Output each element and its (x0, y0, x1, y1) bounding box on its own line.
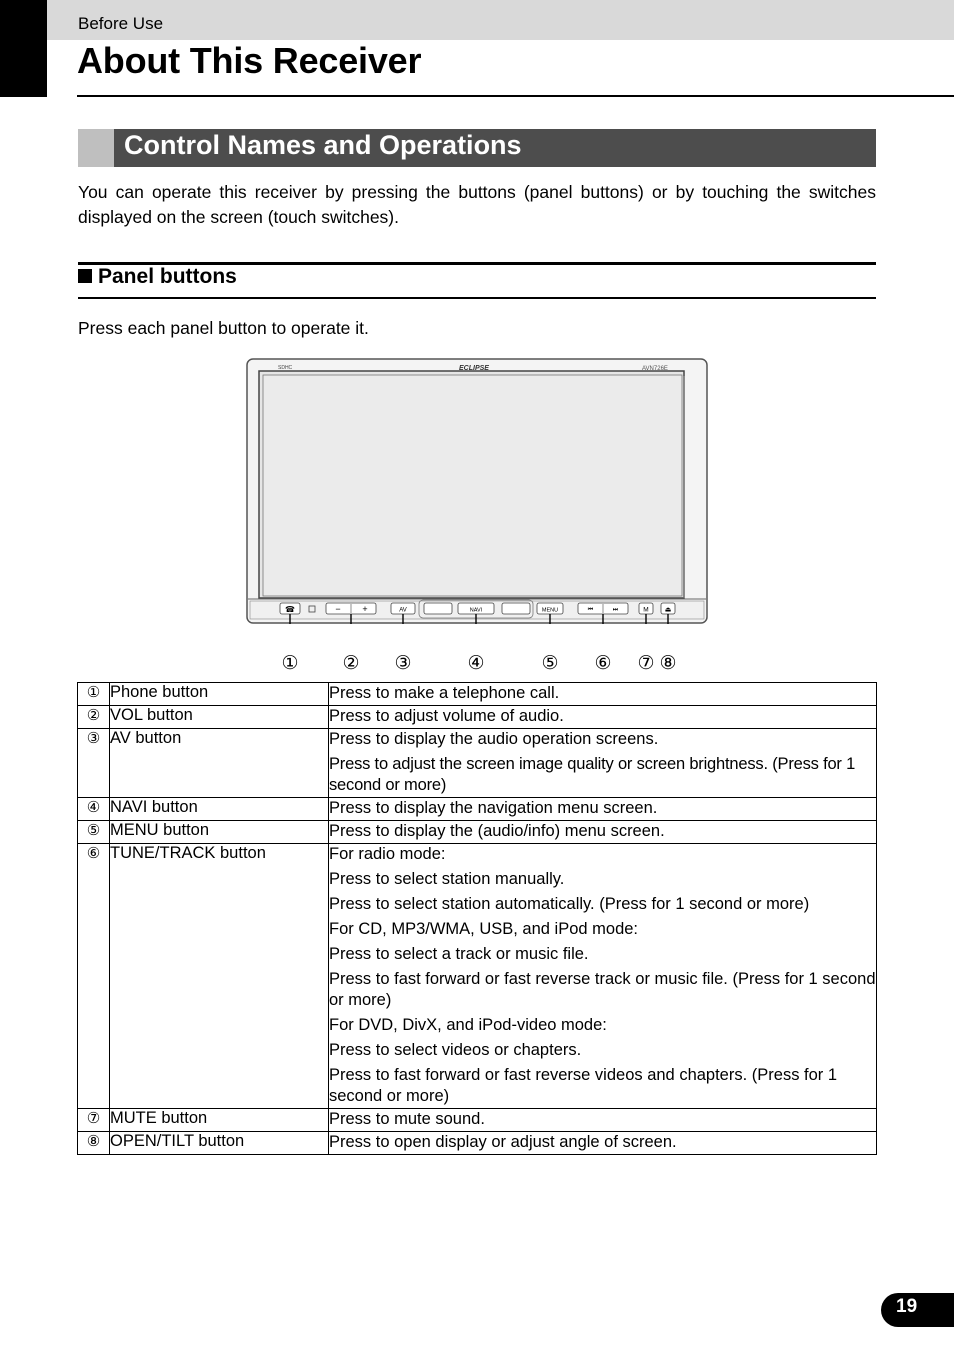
vol-minus-label: − (335, 604, 341, 614)
button-description: Press to display the (audio/info) menu screen. (329, 822, 665, 840)
section-banner (78, 129, 876, 167)
button-description: For DVD, DivX, and iPod-video mode: (329, 1016, 607, 1034)
table-row (78, 1109, 877, 1132)
table-row (78, 729, 877, 798)
callout-numbers (0, 652, 954, 676)
callout-7: ⑦ (637, 653, 655, 674)
model-label: AVN726E (642, 366, 668, 372)
intro-paragraph: You can operate this receiver by pressing the buttons (panel buttons) or by touching the switches displayed on the screen (touch switches). (78, 182, 876, 227)
button-name: MUTE button (110, 1109, 329, 1132)
button-description: Press to select videos or chapters. (329, 1041, 582, 1059)
button-name: VOL button (110, 706, 329, 729)
button-description: Press to adjust volume of audio. (329, 707, 564, 725)
button-description: Press to select a track or music file. (329, 945, 589, 963)
page-number: 19 (896, 1296, 918, 1317)
button-name: TUNE/TRACK button (110, 844, 329, 1109)
row-number: ⑦ (86, 1110, 101, 1127)
row-number: ④ (86, 799, 101, 816)
button-description: For CD, MP3/WMA, USB, and iPod mode: (329, 920, 639, 938)
receiver-illustration (246, 358, 708, 624)
section-banner-accent (78, 129, 114, 167)
button-description: Press to adjust the screen image quality or screen brightness. (Press for 1 second or more) (329, 755, 856, 794)
callout-8: ⑧ (659, 653, 677, 674)
sdhc-logo: SDHC (278, 365, 293, 371)
table-row (78, 706, 877, 729)
table-row (78, 683, 877, 706)
subheading-text: Panel buttons (98, 265, 237, 288)
callout-2: ② (342, 653, 360, 674)
button-description: Press to select station automatically. (Press for 1 second or more) (329, 895, 810, 913)
callout-3: ③ (394, 653, 412, 674)
button-description: Press to display the audio operation screens. (329, 730, 659, 748)
row-number: ⑤ (86, 822, 101, 839)
button-name: AV button (110, 729, 329, 798)
instruction-text: Press each panel button to operate it. (78, 318, 369, 338)
table-row (78, 844, 877, 1109)
row-number: ⑥ (86, 845, 101, 862)
header-band (47, 0, 954, 40)
button-description: Press to mute sound. (329, 1110, 485, 1128)
track-next-icon: ⏭ (612, 606, 619, 613)
button-name: OPEN/TILT button (110, 1132, 329, 1155)
av-button-label: AV (399, 607, 407, 614)
row-number: ② (86, 707, 101, 724)
mute-button-label: M (643, 606, 649, 614)
row-number: ① (86, 684, 101, 701)
callout-5: ⑤ (541, 653, 559, 674)
row-number: ③ (86, 730, 101, 747)
button-description: Press to make a telephone call. (329, 684, 560, 702)
button-name: MENU button (110, 821, 329, 844)
side-tab (0, 0, 47, 97)
button-table (77, 682, 877, 1155)
button-description: Press to display the navigation menu screen. (329, 799, 658, 817)
navi-button-label: NAVI (469, 607, 483, 614)
button-description: Press to select station manually. (329, 870, 565, 888)
button-name: NAVI button (110, 798, 329, 821)
button-description: Press to open display or adjust angle of screen. (329, 1133, 677, 1151)
page-title: About This Receiver (77, 40, 422, 81)
track-prev-icon: ⏮ (587, 606, 594, 613)
subheading-bottom-rule (78, 297, 876, 299)
table-row (78, 798, 877, 821)
square-bullet-icon (78, 269, 92, 283)
table-row (78, 821, 877, 844)
table-row (78, 1132, 877, 1155)
receiver-screen (263, 375, 682, 596)
callout-4: ④ (467, 653, 485, 674)
button-name: Phone button (110, 683, 329, 706)
title-rule (77, 95, 954, 97)
button-description: For radio mode: (329, 845, 446, 863)
section-label: Before Use (78, 14, 164, 33)
brand-logo: ECLIPSE (459, 365, 489, 372)
button-description: Press to fast forward or fast reverse videos and chapters. (Press for 1 second or more) (329, 1066, 838, 1105)
menu-button-label: MENU (541, 607, 559, 614)
row-number: ⑧ (86, 1133, 101, 1150)
button-description: Press to fast forward or fast reverse track or music file. (Press for 1 second or more) (329, 970, 876, 1009)
callout-1: ① (281, 653, 299, 674)
page-number-tab (881, 1293, 954, 1327)
callout-6: ⑥ (594, 653, 612, 674)
eject-icon: ⏏ (664, 605, 672, 614)
section-title: Control Names and Operations (124, 130, 522, 160)
vol-plus-label: + (362, 604, 368, 614)
subheading (78, 265, 237, 289)
phone-icon: ☎ (285, 605, 295, 614)
